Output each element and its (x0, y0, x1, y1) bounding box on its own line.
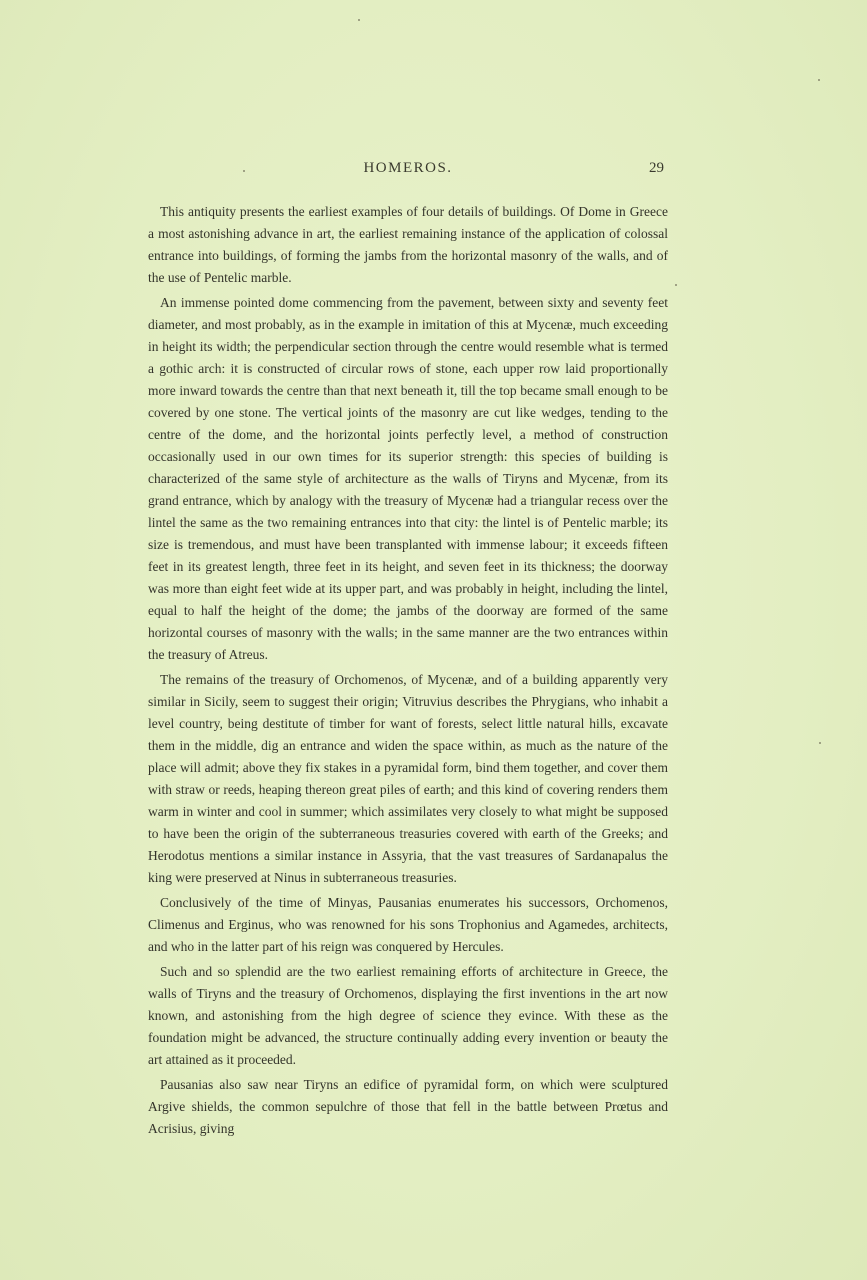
running-title: HOMEROS. (363, 160, 453, 176)
paper-speck (818, 79, 820, 81)
paragraph: Conclusively of the time of Minyas, Pausanias enumerates his successors, Orchomenos, Climenus and Erginus, who was renowned for his sons Trophonius and Agamedes, architects, and who in the latter part of his reign was conquered by Hercules. (148, 895, 668, 954)
paragraph: Such and so splendid are the two earliest remaining efforts of architecture in Greece, the walls of Tiryns and the treasury of Orchomenos, displaying the first inventions in the art now known, and astonishing from the high degree of science they evince. With these as the foundation might be advanced, the structure continually adding every invention or beauty the art attained as it proceeded. (148, 964, 668, 1067)
body-text (148, 201, 668, 1143)
paragraph: This antiquity presents the earliest examples of four details of buildings. Of Dome in Greece a most astonishing advance in art, the earliest remaining instance of the application of colossal entrance into buildings, of forming the jambs from the horizontal masonry of the walls, and of the use of Pentelic marble. (148, 204, 668, 285)
paragraph: An immense pointed dome commencing from the pavement, between sixty and seventy feet diameter, and most probably, as in the example in imitation of this at Mycenæ, much exceeding in height its width; the perpendicular section through the centre would resemble what is termed a gothic arch: it is constructed of circular rows of stone, each upper row laid proportionally more inward towards the centre than that next beneath it, till the top became small enough to be covered by one stone. The vertical joints of the masonry are cut like wedges, tending to the centre of the dome, and the horizontal joints perfectly level, a method of construction occasionally used in our own times for its superior strength: this species of building is characterized of the same style of architecture as the walls of Tiryns and Mycenæ, from its grand entrance, which by analogy with the treasury of Mycenæ had a triangular recess over the lintel the same as the two remaining entrances into that city: the lintel is of Pentelic marble; its size is tremendous, and must have been transplanted with immense labour; it exceeds fifteen feet in its greatest length, three feet in its height, and seven feet in its thickness; the doorway was more than eight feet wide at its upper part, and was probably in height, including the lintel, equal to half the height of the dome; the jambs of the doorway are formed of the same horizontal courses of masonry with the walls; in the same manner are the two entrances within the treasury of Atreus. (148, 295, 668, 662)
paper-speck (675, 284, 677, 286)
paper-speck (819, 742, 821, 744)
paragraph: Pausanias also saw near Tiryns an edifice of pyramidal form, on which were sculptured Argive shields, the common sepulchre of those that fell in the battle between Prœtus and Acrisius, giving (148, 1077, 668, 1136)
running-header (148, 160, 668, 184)
paper-speck (358, 19, 360, 21)
page-number: 29 (649, 160, 664, 176)
paragraph: The remains of the treasury of Orchomenos, of Mycenæ, and of a building apparently very similar in Sicily, seem to suggest their origin; Vitruvius describes the Phrygians, who inhabit a level country, being destitute of timber for want of forests, select little natural hills, excavate them in the middle, dig an entrance and widen the space within, as much as the nature of the place will admit; above they fix stakes in a pyramidal form, bind them together, and cover them with straw or reeds, heaping thereon great piles of earth; and this kind of covering renders them warm in winter and cool in summer; which assimilates very closely to what might be supposed to have been the origin of the subterraneous treasuries covered with earth of the Greeks; and Herodotus mentions a similar instance in Assyria, that the vast treasures of Sardanapalus the king were preserved at Ninus in subterraneous treasuries. (148, 672, 668, 885)
